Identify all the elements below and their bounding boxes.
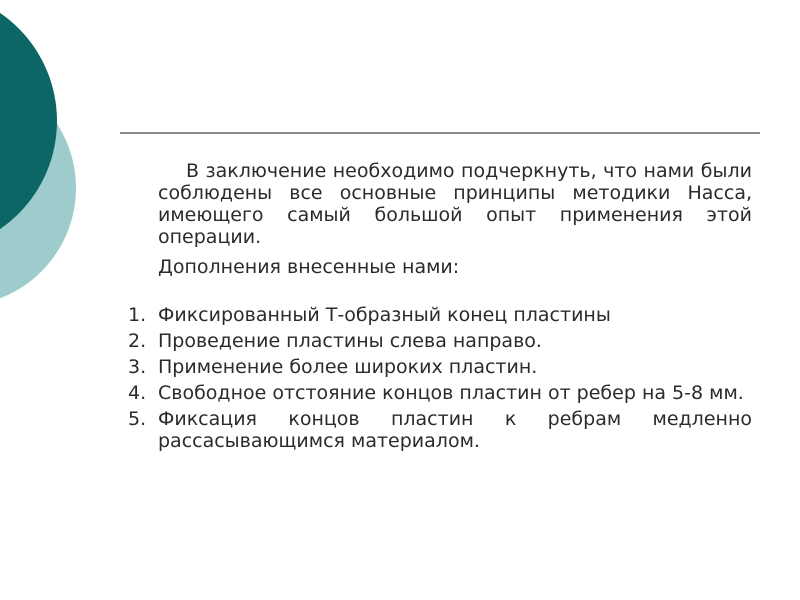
list-item bbox=[128, 330, 752, 352]
list-item-number: 2. bbox=[128, 330, 147, 352]
list-item bbox=[128, 304, 752, 326]
list-item-text: Фиксированный Т-образный конец пластины bbox=[158, 304, 611, 326]
list-item-text: Фиксация концов пластин к ребрам медленно рассасывающимся материалом. bbox=[158, 408, 752, 452]
list-item-text: Свободное отстояние концов пластин от ребер на 5-8 мм. bbox=[158, 382, 744, 404]
additions-list bbox=[128, 304, 752, 452]
additions-heading: Дополнения внесенные нами: bbox=[158, 256, 460, 278]
list-item-number: 4. bbox=[128, 382, 147, 404]
list-item-number: 1. bbox=[128, 304, 147, 326]
list-item bbox=[128, 356, 752, 378]
slide-body bbox=[128, 160, 752, 456]
list-item-text: Применение более широких пластин. bbox=[158, 356, 538, 378]
title-divider bbox=[120, 132, 760, 134]
list-item bbox=[128, 382, 752, 404]
list-item-text: Проведение пластины слева направо. bbox=[158, 330, 542, 352]
list-item-number: 5. bbox=[128, 408, 147, 430]
list-item bbox=[128, 408, 752, 452]
intro-paragraph: В заключение необходимо подчеркнуть, что нами были соблюдены все основные принципы методики Насса, имеющего самый большой опыт применения этой операции. bbox=[158, 160, 752, 248]
list-item-number: 3. bbox=[128, 356, 147, 378]
